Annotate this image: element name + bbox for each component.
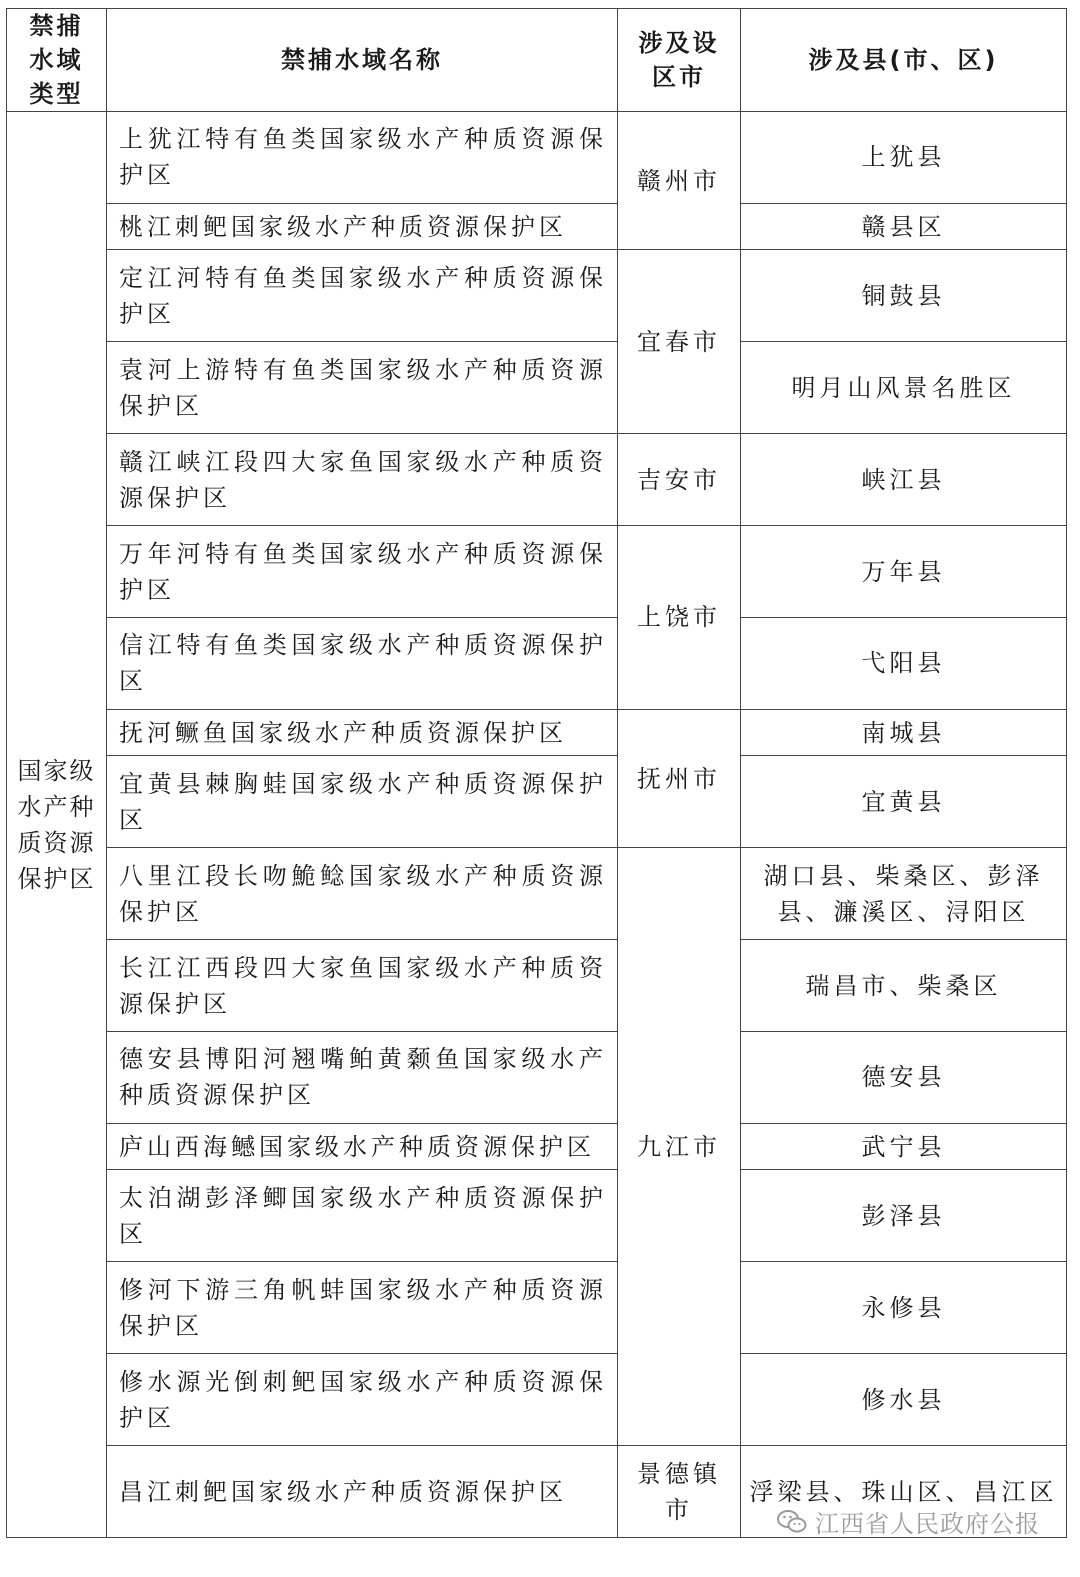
water-area-name: 庐山西海鳡国家级水产种质资源保护区	[107, 1123, 618, 1170]
county-cell: 赣县区	[741, 203, 1067, 250]
county-cell: 湖口县、柴桑区、彭泽县、濂溪区、浔阳区	[741, 848, 1067, 940]
table-row	[7, 342, 1067, 434]
table-row	[7, 756, 1067, 848]
table-row	[7, 709, 1067, 756]
water-area-name: 修河下游三角帆蚌国家级水产种质资源保护区	[107, 1262, 618, 1354]
water-area-name: 定江河特有鱼类国家级水产种质资源保护区	[107, 250, 618, 342]
table-row	[7, 112, 1067, 204]
city-cell: 上饶市	[618, 526, 741, 710]
water-area-name: 宜黄县棘胸蛙国家级水产种质资源保护区	[107, 756, 618, 848]
water-area-name: 八里江段长吻鮠鲶国家级水产种质资源保护区	[107, 848, 618, 940]
water-area-name: 袁河上游特有鱼类国家级水产种质资源保护区	[107, 342, 618, 434]
header-row	[7, 9, 1067, 112]
table-row	[7, 250, 1067, 342]
table-row	[7, 940, 1067, 1032]
city-cell: 赣州市	[618, 112, 741, 250]
header-type: 禁捕水域类型	[7, 9, 107, 112]
county-cell: 上犹县	[741, 112, 1067, 204]
county-cell: 彭泽县	[741, 1170, 1067, 1262]
water-area-name: 太泊湖彭泽鲫国家级水产种质资源保护区	[107, 1170, 618, 1262]
city-cell: 吉安市	[618, 434, 741, 526]
water-area-name: 抚河鳜鱼国家级水产种质资源保护区	[107, 709, 618, 756]
county-cell: 武宁县	[741, 1123, 1067, 1170]
table-row	[7, 1032, 1067, 1124]
table-row	[7, 1170, 1067, 1262]
table-row	[7, 1354, 1067, 1446]
county-cell: 铜鼓县	[741, 250, 1067, 342]
water-area-name: 赣江峡江段四大家鱼国家级水产种质资源保护区	[107, 434, 618, 526]
wechat-icon	[777, 1509, 807, 1535]
category-cell: 国家级水产种质资源保护区	[7, 112, 107, 1538]
water-area-name: 修水源光倒刺鲃国家级水产种质资源保护区	[107, 1354, 618, 1446]
watermark-text: 江西省人民政府公报	[815, 1510, 1040, 1538]
city-cell: 景德镇市	[618, 1446, 741, 1538]
table-row	[7, 848, 1067, 940]
forbidden-fishing-table	[6, 8, 1067, 1538]
table-row	[7, 203, 1067, 250]
county-cell: 宜黄县	[741, 756, 1067, 848]
city-cell: 九江市	[618, 848, 741, 1446]
header-city: 涉及设区市	[618, 9, 741, 112]
county-cell: 德安县	[741, 1032, 1067, 1124]
county-cell: 弋阳县	[741, 617, 1067, 709]
water-area-name: 长江江西段四大家鱼国家级水产种质资源保护区	[107, 940, 618, 1032]
table-row	[7, 617, 1067, 709]
table-row	[7, 1262, 1067, 1354]
header-county: 涉及县(市、区)	[741, 9, 1067, 112]
county-cell: 浮梁县、珠山区、昌江区	[741, 1446, 1067, 1538]
water-area-name: 信江特有鱼类国家级水产种质资源保护区	[107, 617, 618, 709]
county-cell: 瑞昌市、柴桑区	[741, 940, 1067, 1032]
table-row	[7, 1123, 1067, 1170]
water-area-name: 德安县博阳河翘嘴鲌黄颡鱼国家级水产种质资源保护区	[107, 1032, 618, 1124]
city-cell: 抚州市	[618, 709, 741, 847]
county-cell: 明月山风景名胜区	[741, 342, 1067, 434]
water-area-name: 桃江刺鲃国家级水产种质资源保护区	[107, 203, 618, 250]
county-cell: 修水县	[741, 1354, 1067, 1446]
header-name: 禁捕水域名称	[107, 9, 618, 112]
water-area-name: 万年河特有鱼类国家级水产种质资源保护区	[107, 526, 618, 618]
county-cell: 万年县	[741, 526, 1067, 618]
county-cell: 永修县	[741, 1262, 1067, 1354]
watermark	[777, 1504, 1040, 1539]
table-row	[7, 434, 1067, 526]
county-cell: 南城县	[741, 709, 1067, 756]
table-row	[7, 526, 1067, 618]
water-area-name: 昌江刺鲃国家级水产种质资源保护区	[107, 1446, 618, 1538]
county-cell: 峡江县	[741, 434, 1067, 526]
city-cell: 宜春市	[618, 250, 741, 434]
water-area-name: 上犹江特有鱼类国家级水产种质资源保护区	[107, 112, 618, 204]
